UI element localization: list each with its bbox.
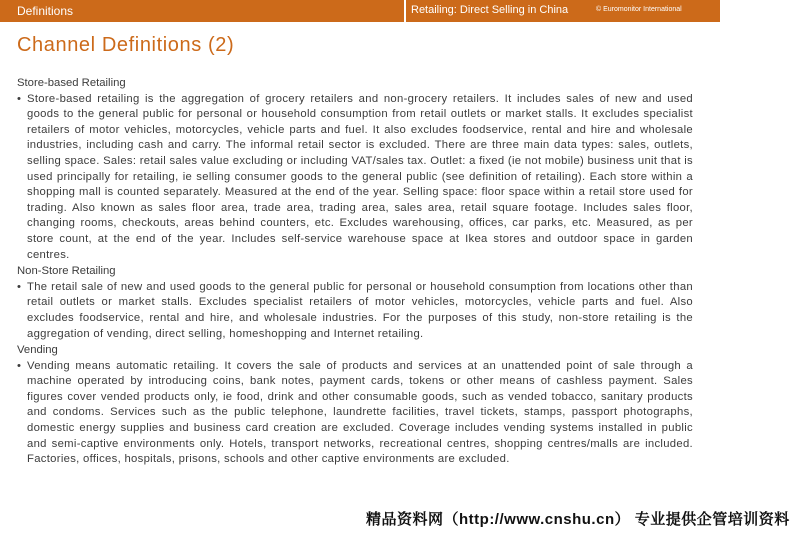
definition-text: The retail sale of new and used goods to the general public for personal or household consumption from locations other than retail outlets or market stalls. Excludes specialist retailers of motor vehicles, motorcycles, vehicle parts and fuel. Also excludes foodservice, rental and hire, and wholesale industries. For the purposes of this study, non-store retailing is the aggregation of vending, direct selling, homeshopping and Internet retailing. xyxy=(27,280,693,340)
definition-text: Store-based retailing is the aggregation of grocery retailers and non-grocery retailers. It includes sales of new and used goods to the general public for personal or household consumption from retail outlets or market stalls. It excludes specialist retailers of motor vehicles, motorcycles, vehicle parts and fuel. It also excludes foodservice, rental and hire and wholesale industries, including cash and carry. The informal retail sector is excluded. There are three main data types: sales, outlets, selling space. Sales: retail sales value excluding or including VAT/sales tax. Outlet: a fixed (ie not mobile) business unit that is used principally for retailing, ie selling consumer goods to the general public (see definition of retailing). Each store within a shopping mall is counted separately. Measured at the end of the year. Selling space: floor space within a retail store used for trading. Also known as sales floor area, trade area, trading area, sales area, retail square footage. Includes sales floor, changing rooms, checkouts, areas behind counters, etc. Excludes warehousing, offices, car parks, etc. Measured, as per store count, at the end of the year. Includes self-service warehouse space at Ikea stores and outdoor space in garden centres. xyxy=(27,92,693,261)
section-label: Definitions xyxy=(17,4,74,18)
heading-non-store: Non-Store Retailing xyxy=(17,265,116,278)
header-divider xyxy=(404,0,406,22)
bullet-marker: • xyxy=(17,92,22,105)
definitions-body xyxy=(17,76,693,469)
copyright-notice: © Euromonitor International xyxy=(596,6,682,13)
definition-non-store xyxy=(17,280,693,342)
page-title: Channel Definitions (2) xyxy=(17,34,235,56)
definition-vending xyxy=(17,359,693,468)
bullet-marker: • xyxy=(17,359,22,372)
watermark-text: 精品资料网（http://www.cnshu.cn） 专业提供企管培训资料 xyxy=(366,511,790,528)
report-title: Retailing: Direct Selling in China xyxy=(411,4,569,16)
definition-text: Vending means automatic retailing. It covers the sale of products and services at an unattended point of sale through a machine operated by introducing coins, bank notes, payment cards, tokens or other means of cashless payment. Sales figures cover vended products only, ie food, drink and other consumable goods, such as vended tobacco, sanitary products and condoms. Services such as the public telephone, laundrette facilities, travel tickets, stamps, passport photographs, domestic energy supplies and business card creation are excluded. Coverage includes vending systems installed in public and semi-captive environments only. Hotels, transport networks, recreational centres, shopping centres/malls are included. Factories, offices, hospitals, prisons, schools and other captive environments are excluded. xyxy=(27,359,693,466)
header-bar xyxy=(0,0,720,22)
definition-store-based xyxy=(17,92,693,264)
bullet-marker: • xyxy=(17,280,22,293)
heading-store-based: Store-based Retailing xyxy=(17,77,126,89)
heading-vending: Vending xyxy=(17,344,58,357)
